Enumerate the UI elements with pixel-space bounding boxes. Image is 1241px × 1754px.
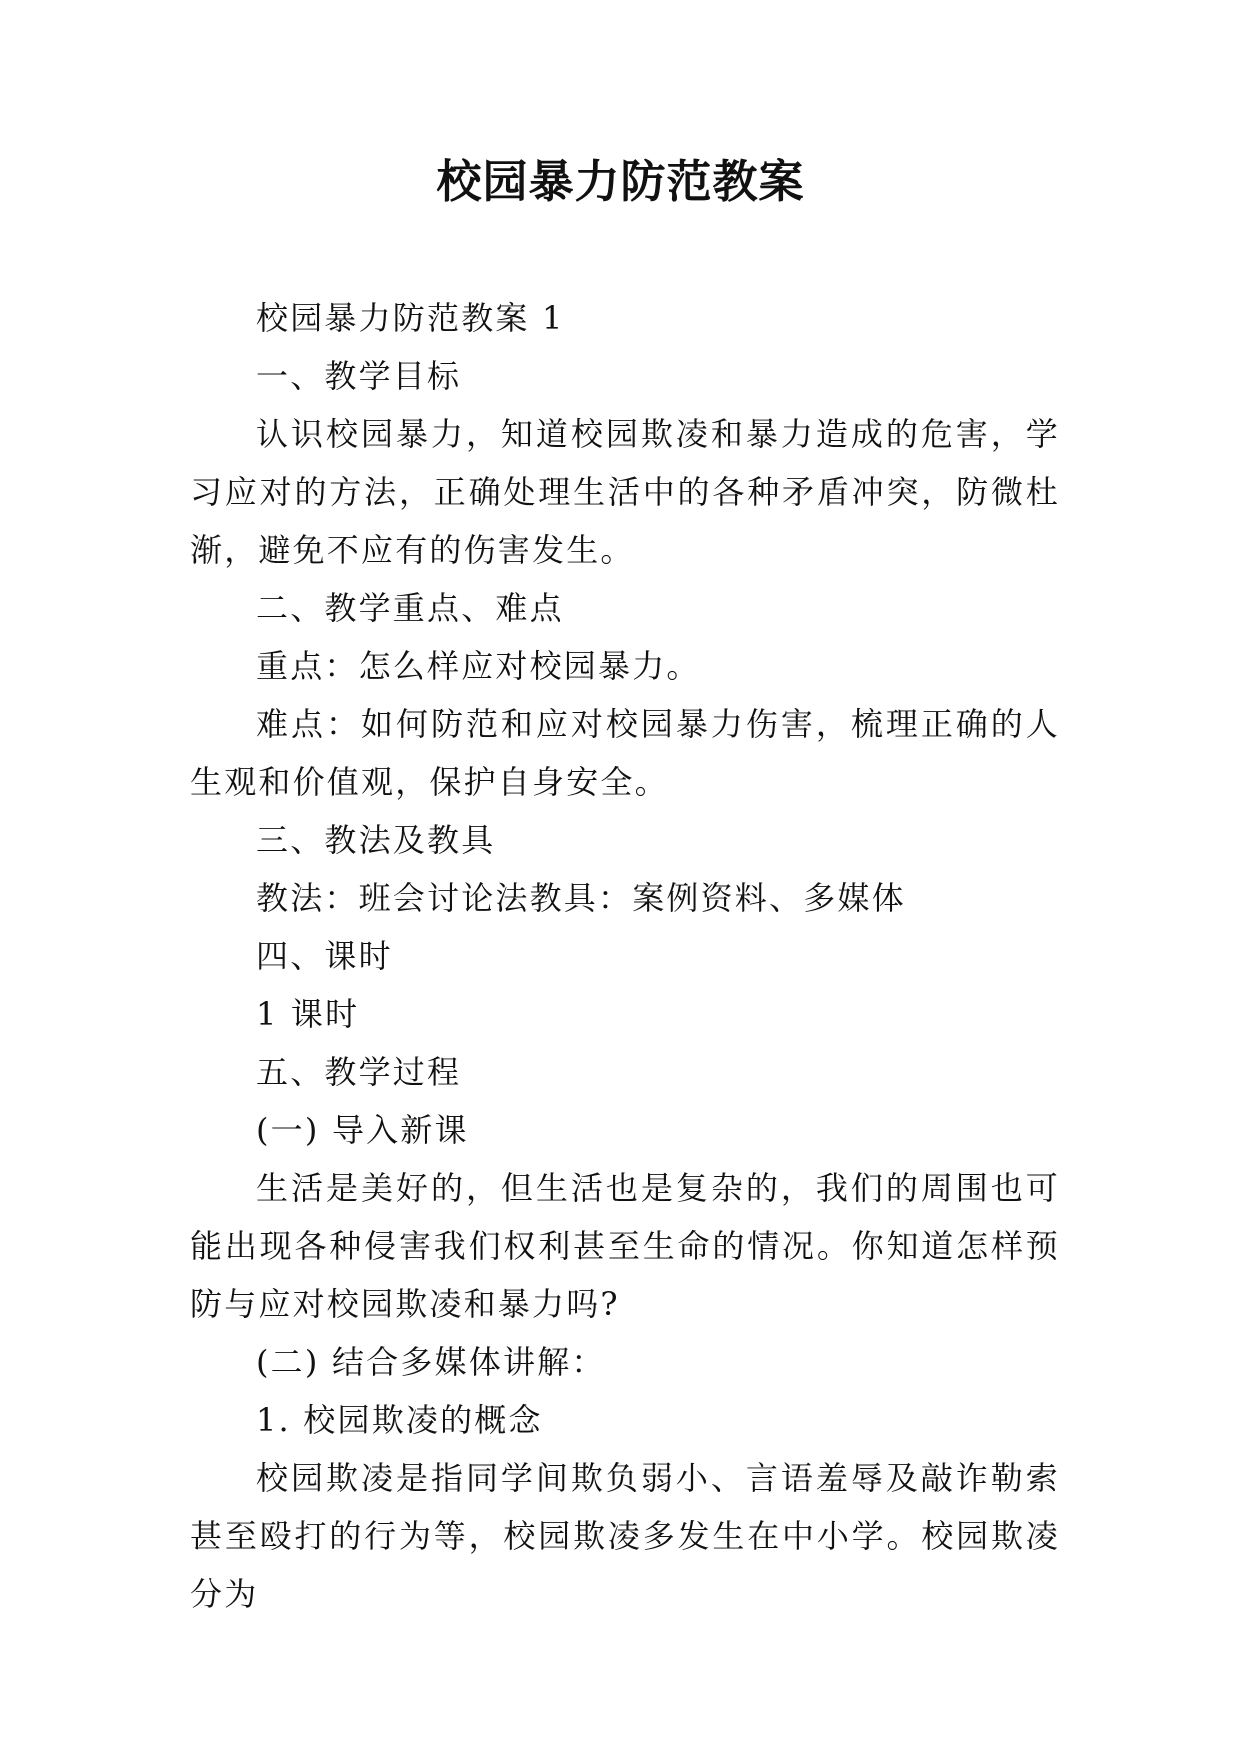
document-title: 校园暴力防范教案 — [436, 155, 805, 208]
section-heading-methods: 三、教法及教具 — [256, 821, 496, 859]
document-body — [190, 289, 1060, 1623]
paragraph-key-point: 重点：怎么样应对校园暴力。 — [256, 647, 701, 685]
section-heading-objectives: 一、教学目标 — [256, 357, 462, 395]
paragraph-methods: 教法：班会讨论法教具：案例资料、多媒体 — [256, 879, 906, 917]
lesson-heading: 校园暴力防范教案 1 — [256, 299, 565, 337]
paragraph-duration: 1 课时 — [256, 995, 360, 1033]
subsection-heading-multimedia: (二) 结合多媒体讲解： — [256, 1343, 606, 1381]
section-heading-key-points: 二、教学重点、难点 — [256, 589, 564, 627]
section-heading-process: 五、教学过程 — [256, 1053, 462, 1091]
paragraph-bullying-concept: 校园欺凌是指同学间欺负弱小、言语羞辱及敲诈勒索甚至殴打的行为等，校园欺凌多发生在中小学。校园欺凌分为 — [190, 1459, 1060, 1613]
subsection-heading-intro: (一) 导入新课 — [256, 1111, 469, 1149]
item-heading-bullying-concept: 1. 校园欺凌的概念 — [256, 1401, 543, 1439]
paragraph-objectives: 认识校园暴力，知道校园欺凌和暴力造成的危害，学习应对的方法，正确处理生活中的各种矛盾冲突，防微杜渐，避免不应有的伤害发生。 — [190, 415, 1060, 569]
paragraph-difficulty: 难点：如何防范和应对校园暴力伤害，梳理正确的人生观和价值观，保护自身安全。 — [190, 705, 1060, 801]
section-heading-duration: 四、课时 — [256, 937, 393, 975]
paragraph-intro: 生活是美好的，但生活也是复杂的，我们的周围也可能出现各种侵害我们权利甚至生命的情况。你知道怎样预防与应对校园欺凌和暴力吗? — [190, 1169, 1060, 1323]
